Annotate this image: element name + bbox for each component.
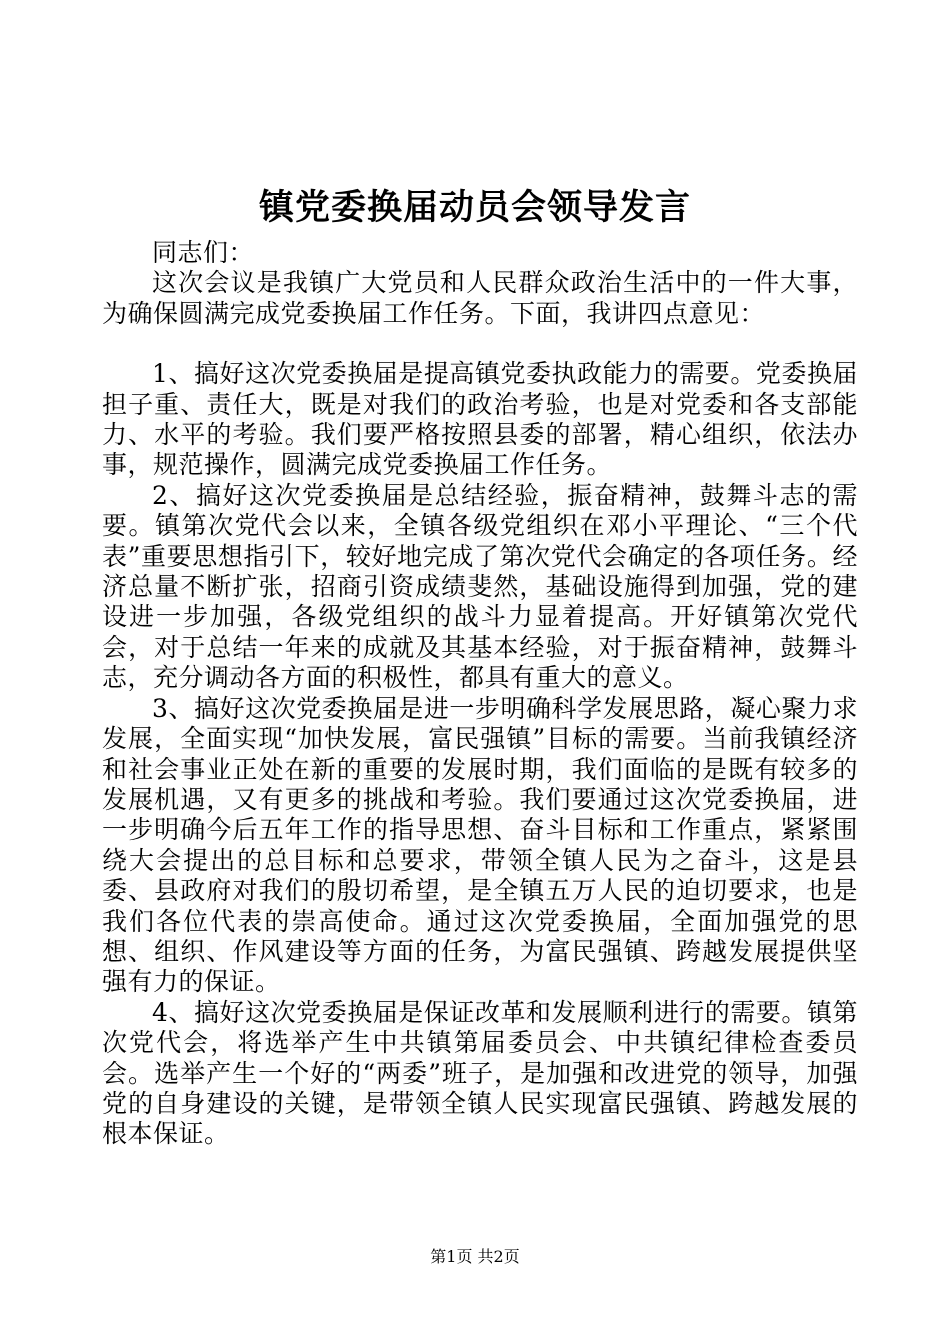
point-1-paragraph: 1、搞好这次党委换届是提高镇党委执政能力的需要。党委换届担子重、责任大，既是对我们的政治考验，也是对党委和各支部能力、水平的考验。我们要严格按照县委的部署，精心组织，依法办事，规范操作，圆满完成党委换届工作任务。 [102, 359, 858, 480]
document-body [102, 238, 858, 1150]
intro-paragraph: 这次会议是我镇广大党员和人民群众政治生活中的一件大事，为确保圆满完成党委换届工作任务。下面，我讲四点意见： [102, 268, 858, 328]
point-2-paragraph: 2、搞好这次党委换届是总结经验，振奋精神，鼓舞斗志的需要。镇第次党代会以来，全镇各级党组织在邓小平理论、“三个代表”重要思想指引下，较好地完成了第次党代会确定的各项任务。经济总量不断扩张，招商引资成绩斐然，基础设施得到加强，党的建设进一步加强，各级党组织的战斗力显着提高。开好镇第次党代会，对于总结一年来的成就及其基本经验，对于振奋精神，鼓舞斗志，充分调动各方面的积极性，都具有重大的意义。 [102, 480, 858, 693]
point-4-paragraph: 4、搞好这次党委换届是保证改革和发展顺利进行的需要。镇第次党代会，将选举产生中共镇第届委员会、中共镇纪律检查委员会。选举产生一个好的“两委”班子，是加强和改进党的领导，加强党的自身建设的关键，是带领全镇人民实现富民强镇、跨越发展的根本保证。 [102, 997, 858, 1149]
point-3-paragraph: 3、搞好这次党委换届是进一步明确科学发展思路，凝心聚力求发展，全面实现“加快发展，富民强镇”目标的需要。当前我镇经济和社会事业正处在新的重要的发展时期，我们面临的是既有较多的发展机遇，又有更多的挑战和考验。我们要通过这次党委换届，进一步明确今后五年工作的指导思想、奋斗目标和工作重点，紧紧围绕大会提出的总目标和总要求，带领全镇人民为之奋斗，这是县委、县政府对我们的殷切希望，是全镇五万人民的迫切要求，也是我们各位代表的崇高使命。通过这次党委换届，全面加强党的思想、组织、作风建设等方面的任务，为富民强镇、跨越发展提供坚强有力的保证。 [102, 693, 858, 997]
document-title: 镇党委换届动员会领导发言 [258, 187, 691, 228]
greeting-paragraph: 同志们： [152, 238, 255, 267]
page-number-footer: 第1页 共2页 [430, 1247, 520, 1266]
